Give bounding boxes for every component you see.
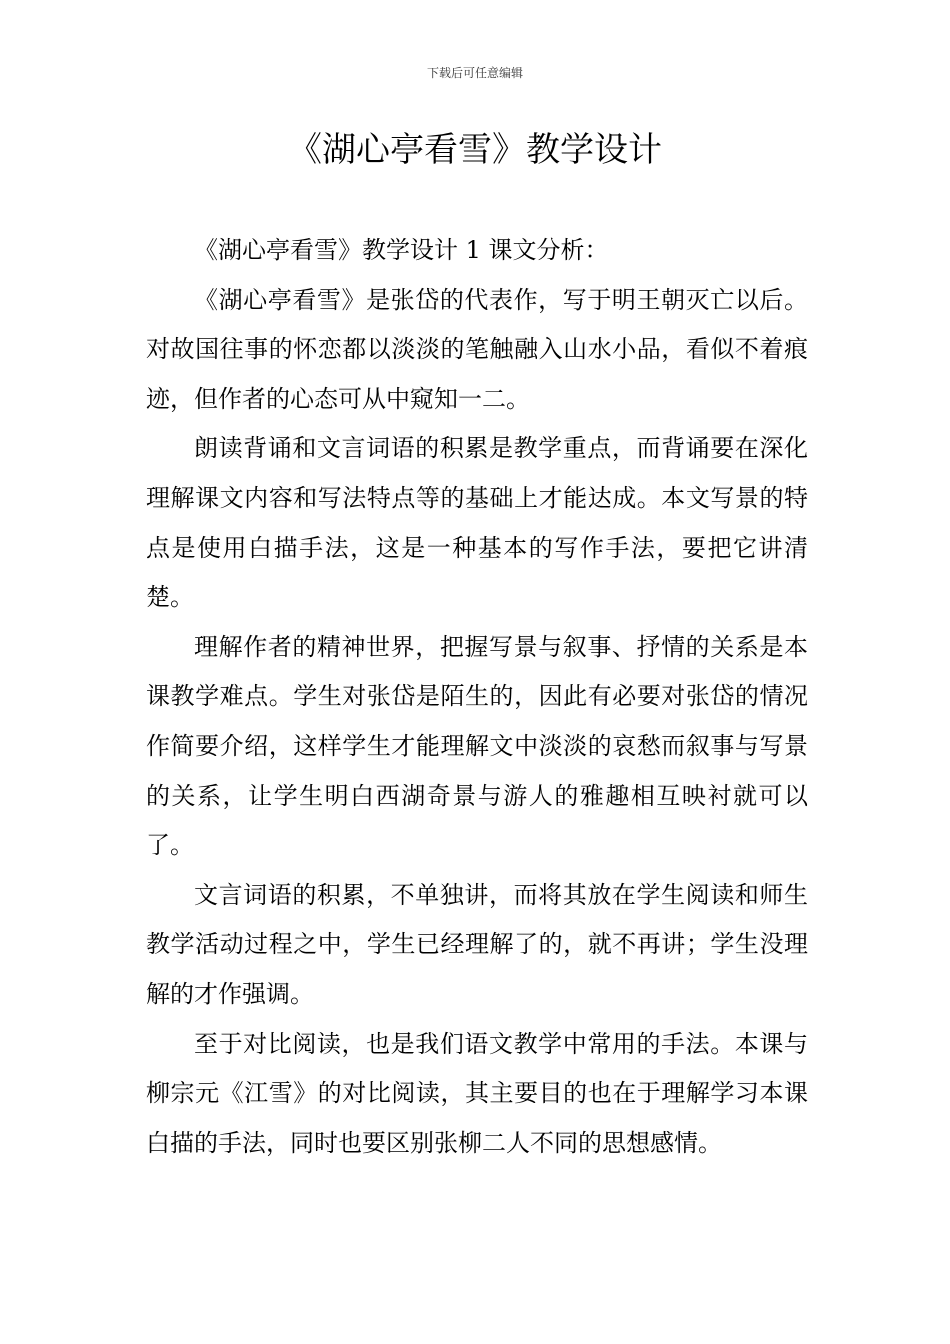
paragraph-intro-heading: 《湖心亭看雪》教学设计 1 课文分析： — [194, 236, 609, 264]
document-body — [146, 226, 808, 1168]
paragraph: 《湖心亭看雪》是张岱的代表作，写于明王朝灭亡以后。对故国往事的怀恋都以淡淡的笔触融入山水小品，看似不着痕迹，但作者的心态可从中窥知一二。 — [146, 285, 808, 413]
paragraph: 朗读背诵和文言词语的积累是教学重点，而背诵要在深化理解课文内容和写法特点等的基础上才能达成。本文写景的特点是使用白描手法，这是一种基本的写作手法，要把它讲清楚。 — [146, 434, 808, 612]
document-title: 《湖心亭看雪》教学设计 — [288, 130, 662, 170]
paragraph: 文言词语的积累，不单独讲，而将其放在学生阅读和师生教学活动过程之中，学生已经理解了的，就不再讲；学生没理解的才作强调。 — [146, 880, 808, 1008]
paragraph: 理解作者的精神世界，把握写景与叙事、抒情的关系是本课教学难点。学生对张岱是陌生的，因此有必要对张岱的情况作简要介绍，这样学生才能理解文中淡淡的哀愁而叙事与写景的关系，让学生明白西湖奇景与游人的雅趣相互映衬就可以了。 — [146, 632, 808, 860]
header-note: 下载后可任意编辑 — [426, 66, 523, 80]
paragraph: 至于对比阅读，也是我们语文教学中常用的手法。本课与柳宗元《江雪》的对比阅读，其主要目的也在于理解学习本课白描的手法，同时也要区别张柳二人不同的思想感情。 — [146, 1029, 808, 1157]
